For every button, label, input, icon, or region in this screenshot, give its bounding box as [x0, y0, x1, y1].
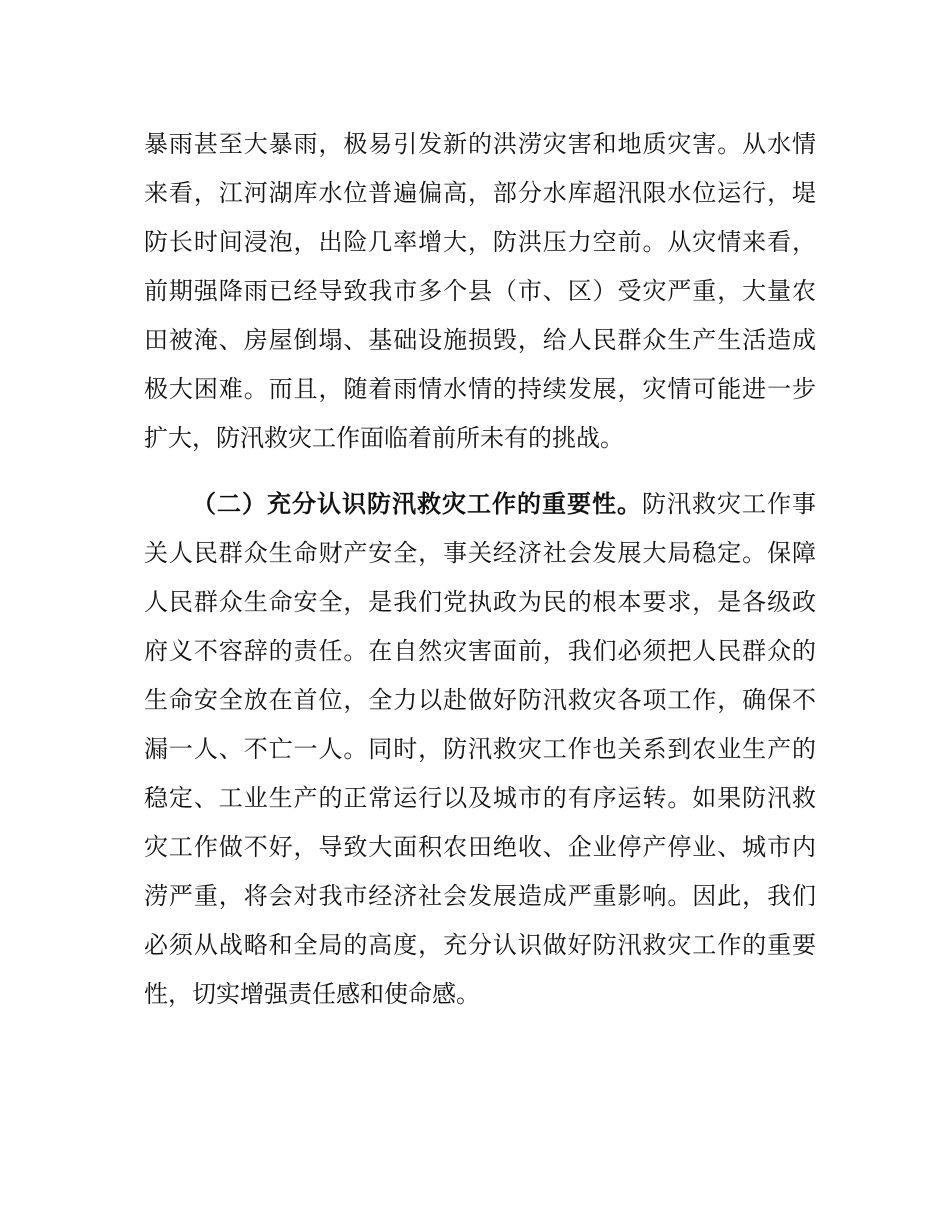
heading-continuation: 防汛救灾工作事: [642, 490, 816, 518]
paragraph-situation: [144, 120, 816, 463]
paragraph-line: 人民群众生命安全，是我们党执政为民的根本要求，是各级政: [144, 588, 816, 616]
paragraph-line: 稳定、工业生产的正常运行以及城市的有序运转。如果防汛救: [144, 784, 816, 812]
paragraph-line: 前期强降雨已经导致我市多个县（市、区）受灾严重，大量农: [144, 277, 816, 305]
paragraph-line: 暴雨甚至大暴雨，极易引发新的洪涝灾害和地质灾害。从水情: [144, 130, 816, 158]
paragraph-line: 田被淹、房屋倒塌、基础设施损毁，给人民群众生产生活造成: [144, 326, 816, 354]
paragraph-line: 扩大，防汛救灾工作面临着前所未有的挑战。: [144, 424, 624, 452]
paragraph-line: 漏一人、不亡一人。同时，防汛救灾工作也关系到农业生产的: [144, 735, 816, 763]
paragraph-line: 性，切实增强责任感和使命感。: [144, 980, 480, 1008]
paragraph-importance: [144, 480, 816, 1019]
paragraph-line: 极大困难。而且，随着雨情水情的持续发展，灾情可能进一步: [144, 375, 816, 403]
paragraph-line: 生命安全放在首位，全力以赴做好防汛救灾各项工作，确保不: [144, 686, 816, 714]
paragraph-line: 灾工作做不好，导致大面积农田绝收、企业停产停业、城市内: [144, 833, 816, 861]
paragraph-line: 府义不容辞的责任。在自然灾害面前，我们必须把人民群众的: [144, 637, 816, 665]
paragraph-first-line: [144, 480, 816, 529]
paragraph-line: 必须从战略和全局的高度，充分认识做好防汛救灾工作的重要: [144, 931, 816, 959]
paragraph-line: 来看，江河湖库水位普遍偏高，部分水库超汛限水位运行，堤: [144, 179, 816, 207]
section-heading: （二）充分认识防汛救灾工作的重要性。: [192, 490, 642, 518]
paragraph-line: 防长时间浸泡，出险几率增大，防洪压力空前。从灾情来看，: [144, 228, 816, 256]
paragraph-line: 关人民群众生命财产安全，事关经济社会发展大局稳定。保障: [144, 539, 816, 567]
paragraph-line: 涝严重，将会对我市经济社会发展造成严重影响。因此，我们: [144, 882, 816, 910]
